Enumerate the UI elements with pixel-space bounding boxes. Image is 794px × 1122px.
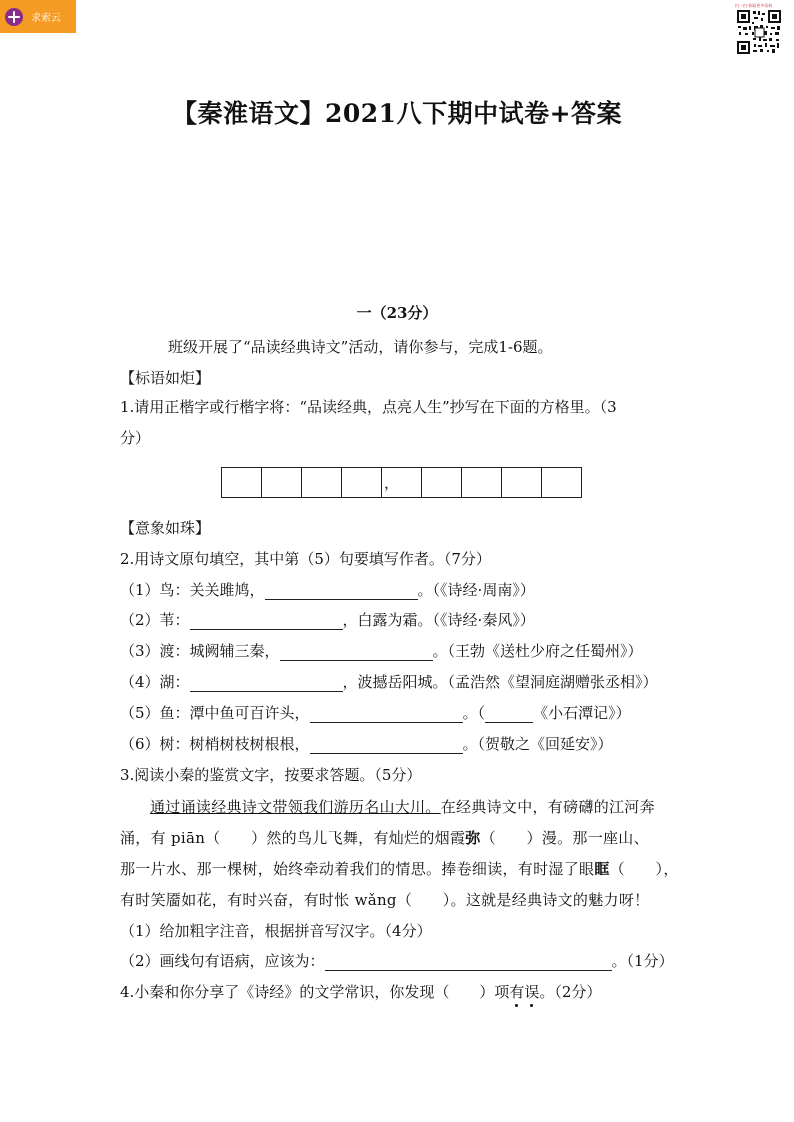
fill-item-6-post: 。（贺敬之《回延安》） (462, 735, 613, 753)
passage-line-4: 有时笑靥如花，有时兴奋，有时怅 wǎng（ ）。这就是经典诗文的魅力呀！ (120, 891, 650, 909)
grid-cell[interactable] (502, 468, 542, 498)
bold-char-mi: 弥 (465, 829, 481, 847)
q1-text-line2: 分） (120, 429, 151, 447)
q1-text-line1: 1.请用正楷字或行楷字将：“品读经典，点亮人生”抄写在下面的方格里。（3 (120, 398, 617, 416)
part2-label: 【意象如珠】 (120, 519, 211, 537)
passage-line-2 (120, 828, 649, 848)
q3-sub2 (120, 951, 674, 971)
part1-label: 【标语如炬】 (120, 369, 211, 387)
grid-cell-comma[interactable] (382, 468, 422, 498)
passage-line-3-b: （ ）， (609, 860, 679, 878)
fill-item-5-mid: 。（ (462, 704, 486, 722)
fill-blank-3[interactable] (280, 645, 433, 661)
q3-stem: 3.阅读小秦的鉴赏文字，按要求答题。（5分） (120, 766, 422, 784)
passage-line-3-a: 那一片水、那一棵树，始终牵动着我们的情思。捧卷细读，有时湿了眼 (120, 860, 595, 878)
fill-item-6 (120, 734, 613, 754)
q3-sub2-pre: （2）画线句有语病，应该为： (120, 952, 325, 970)
q4-post: 。（2分） (539, 983, 602, 1001)
fill-item-5 (120, 703, 631, 723)
qr-caption: 扫一扫·获取更多资料 (735, 3, 773, 8)
fill-item-6-pre: （6）树：树梢树枝树根根， (120, 735, 310, 753)
grid-cell[interactable] (302, 468, 342, 498)
underlined-sentence: 通过诵读经典诗文带领我们游历名山大川。 (150, 798, 441, 816)
fill-item-2-pre: （2）苇： (120, 611, 190, 629)
correction-blank[interactable] (325, 955, 612, 971)
grid-cell[interactable] (262, 468, 302, 498)
fill-item-3-pre: （3）渡：城阙辅三秦， (120, 642, 280, 660)
section-intro: 班级开展了“品读经典诗文”活动，请你参与，完成1-6题。 (168, 338, 553, 356)
fill-item-5-post: 《小石潭记》） (533, 704, 631, 722)
grid-cell[interactable] (542, 468, 582, 498)
emphasis-char-wu: 误 (524, 983, 540, 1001)
logo-text: 求索云 (31, 13, 61, 24)
grid-cell[interactable] (462, 468, 502, 498)
page-title: 【秦淮语文】2021八下期中试卷+答案 (171, 99, 623, 128)
fill-blank-5-author[interactable] (485, 707, 533, 723)
passage-line-2-a: 涌，有 piān（ ）然的鸟儿飞舞，有灿烂的烟霞 (120, 829, 466, 847)
fill-item-1-pre: （1）鸟：关关雎鸠， (120, 581, 265, 599)
fill-item-5-pre: （5）鱼：潭中鱼可百许头， (120, 704, 310, 722)
q3-sub2-post: 。（1分） (611, 952, 674, 970)
qr-code-icon (736, 9, 782, 55)
grid-cell[interactable] (422, 468, 462, 498)
fill-item-2 (120, 610, 535, 630)
brand-logo (0, 0, 76, 33)
q4-text (120, 982, 601, 1002)
passage-line-3 (120, 859, 679, 879)
fill-blank-6[interactable] (310, 738, 463, 754)
fill-item-4 (120, 672, 658, 692)
fill-item-1-post: 。（《诗经·周南》） (417, 581, 535, 599)
fill-blank-4[interactable] (190, 676, 343, 692)
flower-icon (5, 8, 23, 26)
section-heading: 一（23分） (356, 304, 438, 322)
passage-line-2-b: （ ）漫。那一座山、 (480, 829, 649, 847)
grid-cell[interactable] (342, 468, 382, 498)
emphasis-char-you: 有 (509, 983, 525, 1001)
q4-pre: 4.小秦和你分享了《诗经》的文学常识，你发现（ ）项 (120, 983, 510, 1001)
fill-blank-5[interactable] (310, 707, 463, 723)
fill-item-3-post: 。（王勃《送杜少府之任蜀州》） (432, 642, 643, 660)
fill-item-4-pre: （4）湖： (120, 673, 190, 691)
q2-text: 2.用诗文原句填空，其中第（5）句要填写作者。（7分） (120, 550, 491, 568)
passage-line-1 (150, 797, 655, 817)
fill-blank-1[interactable] (265, 584, 418, 600)
q3-sub1: （1）给加粗字注音，根据拼音写汉字。（4分） (120, 922, 432, 940)
grid-comma: ， (384, 474, 400, 492)
fill-item-2-post: ，白露为霜。（《诗经·秦风》） (342, 611, 535, 629)
passage-line-1-rest: 在经典诗文中，有磅礴的江河奔 (440, 798, 655, 816)
fill-item-4-post: ，波撼岳阳城。（孟浩然《望洞庭湖赠张丞相》） (342, 673, 658, 691)
fill-item-3 (120, 641, 643, 661)
writing-grid[interactable] (221, 467, 582, 498)
bold-char-kuang: 眶 (594, 860, 610, 878)
fill-item-1 (120, 580, 535, 600)
fill-blank-2[interactable] (190, 614, 343, 630)
grid-cell[interactable] (222, 468, 262, 498)
